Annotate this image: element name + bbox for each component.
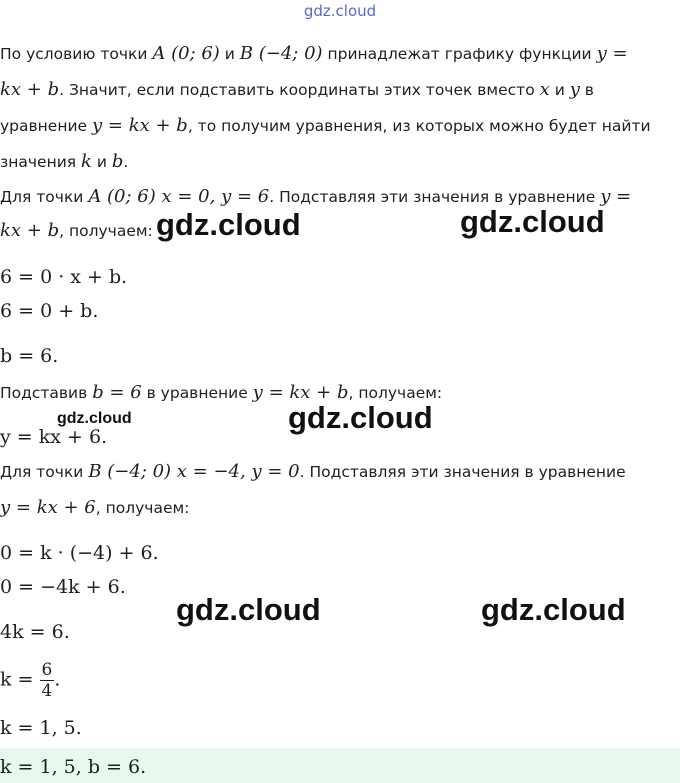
equation: 4k = 6. — [0, 621, 70, 643]
watermark: gdz.cloud — [156, 207, 301, 242]
text-line: уравнение y = kx + b, то получим уравнения, из которых можно будет найти — [0, 115, 651, 136]
text-line: Для точки B (−4; 0) x = −4, y = 0. Подставляя эти значения в уравнение — [0, 461, 626, 482]
watermark: gdz.cloud — [460, 204, 605, 239]
watermark: gdz.cloud — [481, 592, 626, 627]
watermark: gdz.cloud — [288, 400, 433, 435]
text-line: kx + b, получаем: — [0, 220, 153, 241]
equation: b = 6. — [0, 345, 59, 367]
fraction: $\frac{6}{4}$ — [41, 660, 53, 701]
text-line: По условию точки A (0; 6) и B (−4; 0) принадлежат графику функции y = — [0, 43, 628, 64]
equation: y = kx + 6. — [0, 426, 108, 448]
text-line: y = kx + 6, получаем: — [0, 497, 190, 518]
watermark: gdz.cloud — [176, 592, 321, 627]
equation: 6 = 0 · x + b. — [0, 266, 128, 288]
equation: k = 1, 5. — [0, 717, 82, 739]
text-line: Подставив b = 6 в уравнение y = kx + b, получаем: — [0, 382, 443, 403]
watermark: gdz.cloud — [57, 410, 132, 427]
text-line: Для точки A (0; 6) x = 0, y = 6. Подставляя эти значения в уравнение y = — [0, 186, 632, 207]
equation: 0 = k · (−4) + 6. — [0, 542, 159, 564]
text-line: значения k и b. — [0, 151, 129, 172]
site-header-link[interactable]: gdz.cloud — [303, 2, 377, 20]
answer-text: k = 1, 5, b = 6. — [0, 756, 147, 778]
equation: 0 = −4k + 6. — [0, 576, 126, 598]
equation: 6 = 0 + b. — [0, 300, 99, 322]
answer-box — [0, 748, 680, 783]
text-line: kx + b. Значит, если подставить координаты этих точек вместо x и y в — [0, 79, 594, 100]
fraction-equation: k = $\frac{6}{4}$ . — [0, 660, 61, 701]
